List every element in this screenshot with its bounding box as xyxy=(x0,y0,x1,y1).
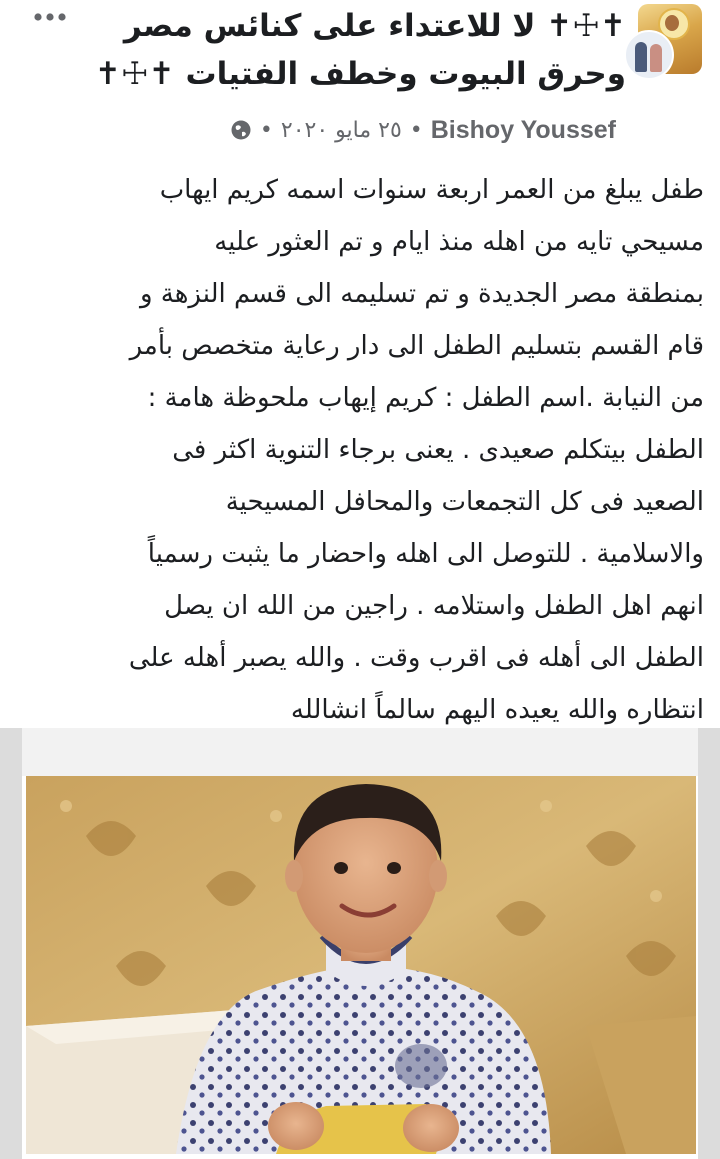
photo-frame-top xyxy=(0,728,720,776)
post-text-line: بمنطقة مصر الجديدة و تم تسليمه الى قسم النزهة و xyxy=(139,279,704,309)
post-text-line: الطفل بيتكلم صعيدى . يعنى برجاء التنوية اكثر فى xyxy=(172,435,704,465)
photo-frame-right xyxy=(698,728,720,1159)
post-photo[interactable] xyxy=(26,776,696,1154)
post-body xyxy=(14,164,704,736)
post-text-line: انتظاره والله يعيده اليهم سالماً انشالله xyxy=(290,695,704,725)
photo-frame-left xyxy=(0,728,22,1159)
saint-face xyxy=(665,15,679,31)
author-name[interactable]: Bishoy Youssef xyxy=(430,115,616,144)
avatar-figure-right xyxy=(650,44,662,72)
child-photo-illustration xyxy=(26,776,696,1154)
globe-icon[interactable] xyxy=(230,119,252,141)
post-meta xyxy=(230,114,616,146)
post-text-line: الطفل الى أهله فى اقرب وقت . والله يصبر أهله على xyxy=(128,643,704,673)
meta-separator: • xyxy=(259,117,273,143)
post-text-line: الصعيد فى كل التجمعات والمحافل المسيحية xyxy=(225,487,704,517)
meta-separator: • xyxy=(409,117,423,143)
post-header xyxy=(0,0,720,150)
avatar-figure-left xyxy=(635,42,647,72)
author-avatar[interactable] xyxy=(624,30,674,80)
post-text-line: قام القسم بتسليم الطفل الى دار رعاية متخصص بأمر xyxy=(129,331,704,361)
post-text-line: والاسلامية . للتوصل الى اهله واحضار ما يثبت رسمياً xyxy=(147,539,704,569)
post-text-line: انهم اهل الطفل واستلامه . راجين من الله ان يصل xyxy=(164,591,704,621)
more-horizontal-icon xyxy=(33,12,67,22)
post-text-line: مسيحي تايه من اهله منذ ايام و تم العثور عليه xyxy=(214,227,704,257)
group-title[interactable]: ✝☩✝ لا للاعتداء على كنائس مصر وحرق البيوت وخطف الفتيات ✝☩✝ xyxy=(94,8,626,92)
post-text-line: طفل يبلغ من العمر اربعة سنوات اسمه كريم ايهاب xyxy=(159,175,704,205)
post-text-line: من النيابة .اسم الطفل : كريم إيهاب ملحوظة هامة : xyxy=(147,383,704,413)
post-date[interactable]: ٢٥ مايو ٢٠٢٠ xyxy=(280,117,402,143)
